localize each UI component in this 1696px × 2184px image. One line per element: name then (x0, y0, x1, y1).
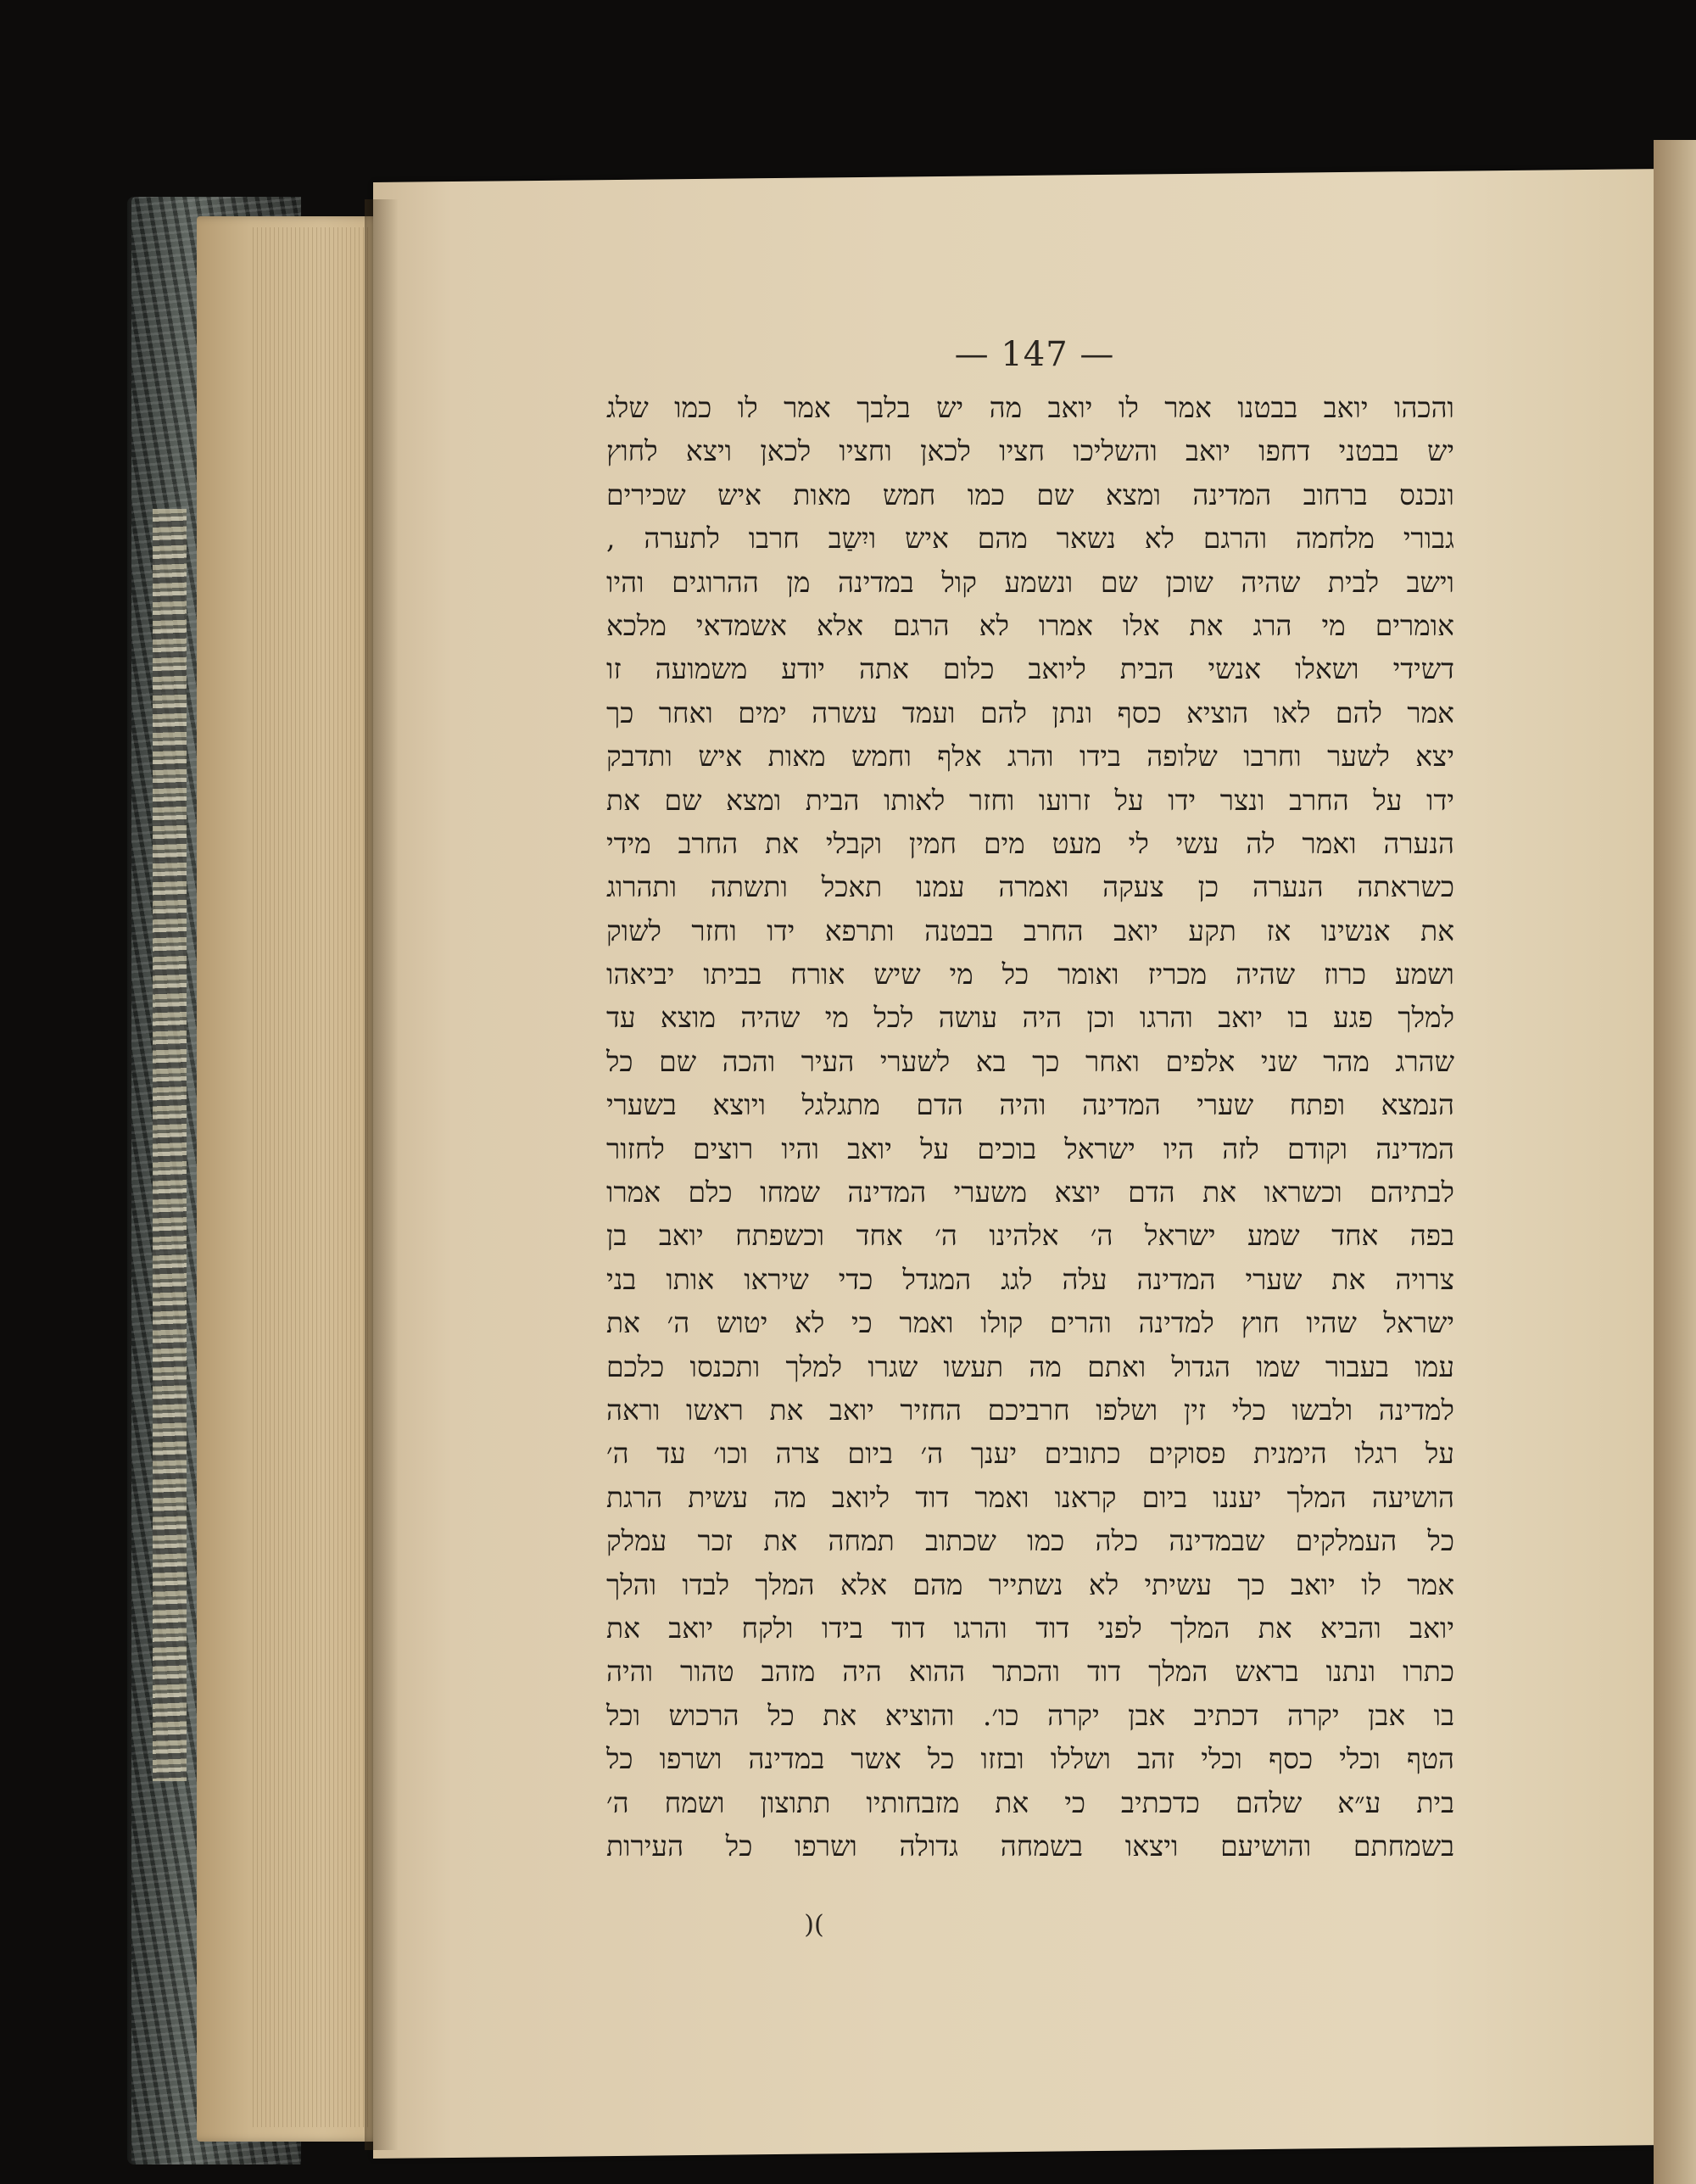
text-line: יואב והביא את המלך לפני דוד והרגו דוד בידו ולקח יואב את (606, 1611, 1454, 1645)
text-line: עמו בעבור שמו הגדול ואתם מה תעשו שגרו למלך ותכנסו כלכם (606, 1349, 1454, 1383)
text-line: וישב לבית שהיה שוכן שם ונשמע קול במדינה מן ההרוגים והיו (606, 565, 1454, 599)
text-line: הנמצא ופתח שערי המדינה והיה הדם מתגלגל ויוצא בשערי (606, 1088, 1454, 1122)
text-line: שהרג מהר שני אלפים ואחר כך בא לשערי העיר והכה שם כל (606, 1044, 1454, 1078)
text-line: יש בבטני דחפו יואב והשליכו חציו לכאן וחציו לכאן ויצא לחוץ (606, 434, 1454, 468)
text-line: בשמחתם והושיעם ויצאו בשמחה גדולה ושרפו כל העירות (606, 1829, 1454, 1863)
text-line: הושיעה המלך יעננו ביום קראנו ואמר דוד ליואב מה עשית הרגת (606, 1480, 1454, 1514)
text-line: אמר לו יואב כך עשיתי לא נשתייר מהם אלא המלך לבדו והלך (606, 1567, 1454, 1601)
text-line: הנערה ואמר לה עשי לי מעט מים חמין וקבלי את החרב מידי (606, 826, 1454, 860)
text-line: למלך פגע בו יואב והרגו וכן היה עושה לכל מי שהיה מוצא עד (606, 1001, 1454, 1035)
text-line: יצא לשער וחרבו שלופה בידו והרג אלף וחמש מאות איש ותדבק (606, 740, 1455, 774)
text-line: דשידי ושאלו אנשי הבית ליואב כלום אתה יודע משמועה זו (606, 652, 1454, 686)
text-line: ושמע כרוז שהיה מכריז ואומר כל מי שיש אורח בביתו יביאהו (606, 958, 1454, 991)
text-line: ונכנס ברחוב המדינה ומצא שם כמו חמש מאות איש שכירים (606, 478, 1454, 511)
text-line: ידו על החרב ונצר ידו על זרועו וחזר לאותו הבית ומצא שם את (606, 783, 1454, 817)
gutter-shadow (365, 199, 399, 2150)
text-line: לבתיהם וכשראו את הדם יוצא משערי המדינה שמחו כלם אמרו (606, 1176, 1454, 1209)
text-line: את אנשינו אז תקע יואב החרב בבטנה ותרפא ידו וחזר לשוק (606, 913, 1454, 947)
next-page-edge (1654, 140, 1696, 2184)
text-line: בית ע״א שלהם כדכתיב כי את מזבחותיו תתוצון ושמח ה׳ (606, 1785, 1454, 1819)
text-line: הטף וכלי כסף וכלי זהב ושללו ובזזו כל אשר במדינה ושרפו כל (606, 1742, 1454, 1776)
signature-mark: )( (804, 1910, 824, 1940)
page-text (606, 386, 1454, 1868)
text-line: והכהו יואב בבטנו אמר לו יואב מה יש בלבך אמר לו כמו שלג (606, 391, 1454, 424)
text-line: כל העמלקים שבמדינה כלה כמו שכתוב תמחה את זכר עמלק (606, 1524, 1454, 1558)
text-line: בפה אחד שמע ישראל ה׳ אלהינו ה׳ אחד וכשפתח יואב בן (606, 1219, 1454, 1253)
text-line: אמר להם לאו הוציא כסף ונתן להם ועמד עשרה ימים ואחר כך (606, 695, 1454, 729)
text-line: למדינה ולבשו כלי זין ושלפו חרביכם החזיר יואב את ראשו וראה (606, 1393, 1454, 1427)
page-number: — 147 — (954, 335, 1115, 374)
text-line: גבורי מלחמה והרגם לא נשאר מהם איש ויִשַב חרבו לתערה , (606, 522, 1454, 556)
text-line: על רגלו הימנית פסוקים כתובים יענך ה׳ ביום צרה וכו׳ עד ה׳ (606, 1437, 1454, 1471)
text-line: צרויה את שערי המדינה עלה לגג המגדל כדי שיראו אותו בני (606, 1262, 1454, 1296)
text-line: כשראתה הנערה כן צעקה ואמרה עמנו תאכל ותשתה ותהרוג (606, 870, 1454, 904)
text-line: אומרים מי הרג את אלו אמרו לא הרגם אלא אשמדאי מלכא (606, 608, 1454, 642)
text-line: המדינה וקודם לזה היו ישראל בוכים על יואב והיו רוצים לחזור (606, 1131, 1454, 1165)
text-line: ישראל שהיו חוץ למדינה והרים קולו ואמר כי לא יטוש ה׳ את (606, 1306, 1454, 1340)
text-line: כתרו ונתנו בראש המלך דוד והכתר ההוא היה מזהב טהור והיה (606, 1655, 1454, 1689)
page-stack-edge (253, 227, 371, 2127)
cover-marbling-strip (153, 509, 187, 1781)
text-line: בו אבן יקרה דכתיב אבן יקרה כו׳. והוציא את כל הרכוש וכל (606, 1698, 1454, 1732)
